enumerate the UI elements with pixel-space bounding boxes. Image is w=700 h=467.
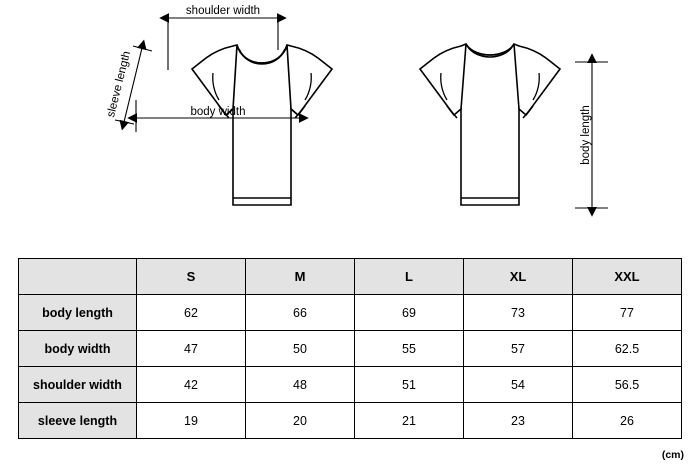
unit-note: (cm) <box>661 449 684 461</box>
cell-shoulder-width-m: 48 <box>246 367 355 403</box>
cell-sleeve-length-l: 21 <box>355 403 464 439</box>
cell-body-length-xxl: 77 <box>573 295 682 331</box>
cell-body-width-xl: 57 <box>464 331 573 367</box>
cell-sleeve-length-s: 19 <box>137 403 246 439</box>
body-length-label: body length <box>580 105 592 165</box>
size-chart-table <box>18 258 682 439</box>
column-header-xl: XL <box>464 259 573 295</box>
column-header-m: M <box>246 259 355 295</box>
column-header-s: S <box>137 259 246 295</box>
cell-sleeve-length-m: 20 <box>246 403 355 439</box>
column-header-xxl: XXL <box>573 259 682 295</box>
column-header-l: L <box>355 259 464 295</box>
sleeve-length-label: sleeve length <box>105 49 134 119</box>
table-row <box>19 367 682 403</box>
row-header-sleeve-length: sleeve length <box>19 403 137 439</box>
cell-shoulder-width-s: 42 <box>137 367 246 403</box>
cell-body-width-m: 50 <box>246 331 355 367</box>
cell-sleeve-length-xxl: 26 <box>573 403 682 439</box>
cell-body-width-s: 47 <box>137 331 246 367</box>
cell-body-length-xl: 73 <box>464 295 573 331</box>
t-shirt-front-illustration <box>192 45 332 205</box>
cell-body-length-l: 69 <box>355 295 464 331</box>
body-width-label: body width <box>190 106 246 118</box>
row-header-shoulder-width: shoulder width <box>19 367 137 403</box>
row-header-body-length: body length <box>19 295 137 331</box>
cell-body-width-xxl: 62.5 <box>573 331 682 367</box>
row-header-body-width: body width <box>19 331 137 367</box>
table-row <box>19 403 682 439</box>
cell-body-length-m: 66 <box>246 295 355 331</box>
t-shirt-back-illustration <box>420 44 560 205</box>
table-header-row <box>19 259 682 295</box>
table-row <box>19 331 682 367</box>
cell-body-length-s: 62 <box>137 295 246 331</box>
shoulder-width-dimension <box>168 14 278 70</box>
shoulder-width-label: shoulder width <box>185 5 261 17</box>
cell-shoulder-width-xl: 54 <box>464 367 573 403</box>
cell-shoulder-width-l: 51 <box>355 367 464 403</box>
table-row <box>19 295 682 331</box>
cell-sleeve-length-xl: 23 <box>464 403 573 439</box>
cell-body-width-l: 55 <box>355 331 464 367</box>
table-corner-cell <box>19 259 137 295</box>
cell-shoulder-width-xxl: 56.5 <box>573 367 682 403</box>
